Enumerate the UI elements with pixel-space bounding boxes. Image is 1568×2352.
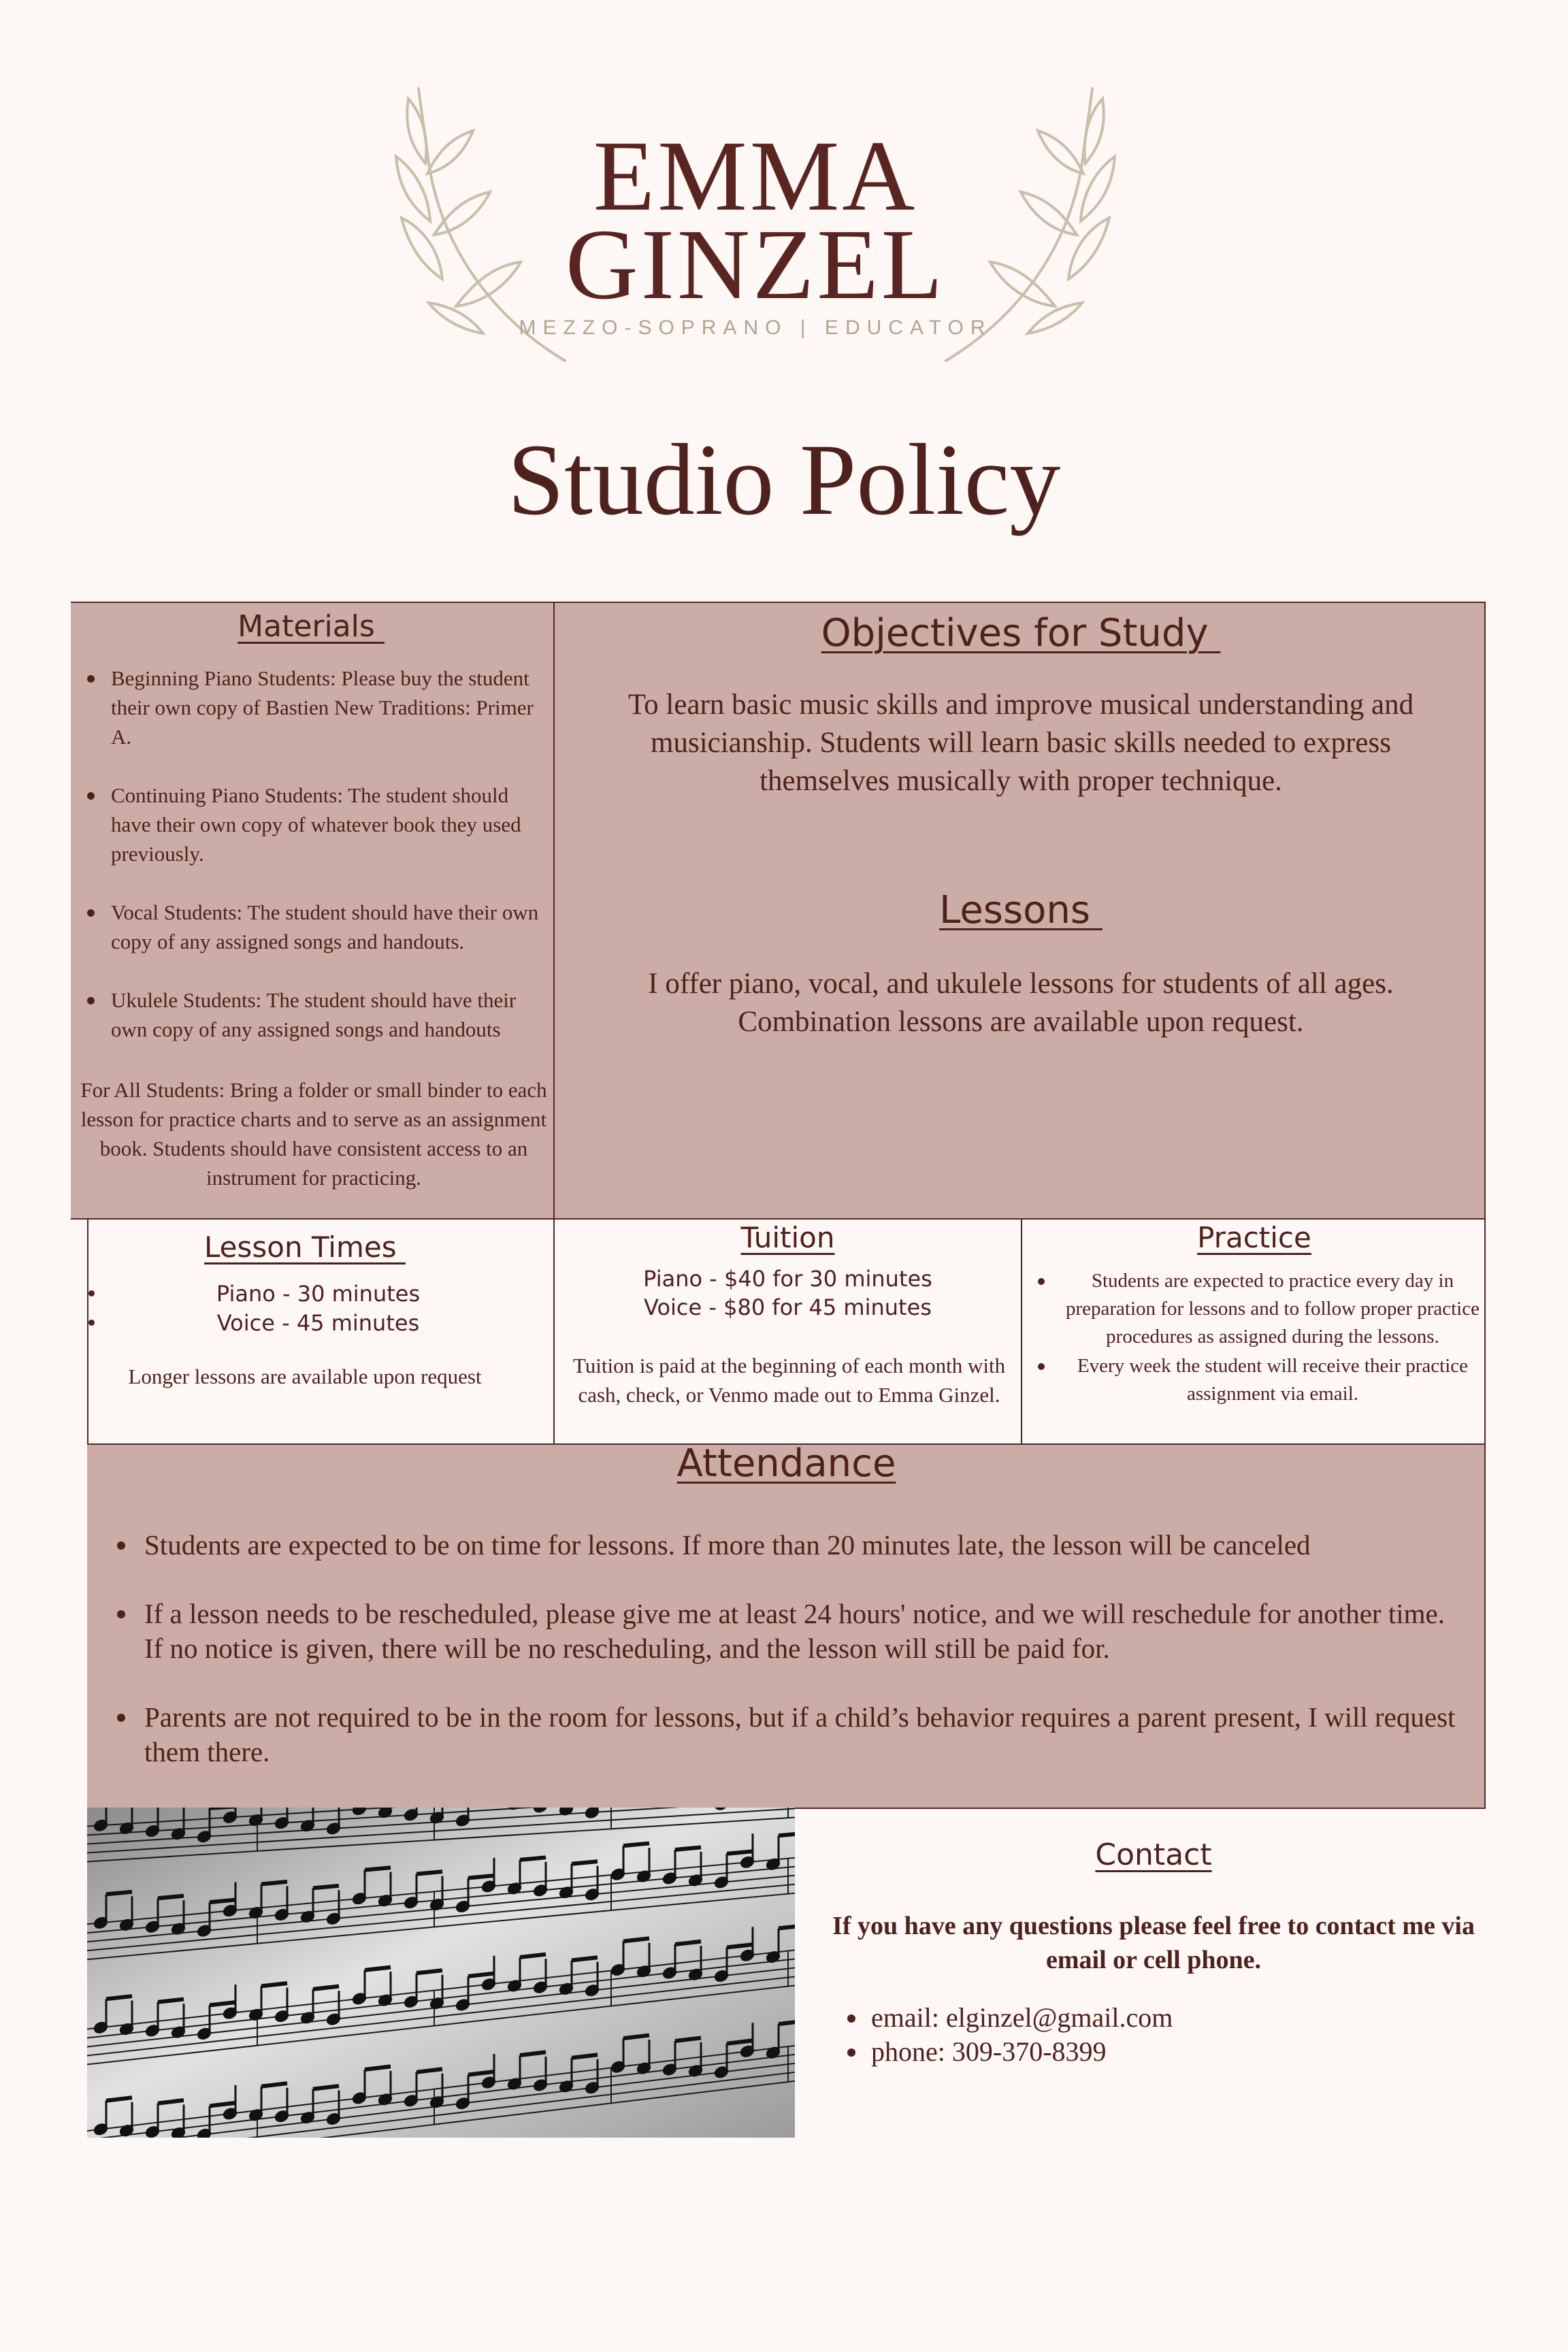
contact-heading: Contact	[1095, 1838, 1212, 1872]
practice-list	[1038, 1267, 1484, 1409]
materials-list	[87, 664, 553, 1073]
list-item: Voice - 45 minutes	[88, 1309, 524, 1338]
contact-list	[847, 2001, 1460, 2069]
list-item: Piano - 30 minutes	[88, 1279, 524, 1309]
materials-note: For All Students: Bring a folder or small binder to each lesson for practice charts and to serve as an assignment book. Students should have consistent access to an instrument for practicing.	[80, 1078, 547, 1190]
logo-first-name: EMMA	[593, 120, 918, 232]
contact-phone[interactable]: phone: 309-370-8399	[847, 2035, 1460, 2069]
tuition-note: Tuition is paid at the beginning of each month with cash, check, or Venmo made out to Emma Ginzel.	[572, 1354, 1006, 1407]
list-item: Continuing Piano Students: The student should have their own copy of whatever book they used previously.	[87, 781, 553, 868]
logo-last-name: GINZEL	[565, 209, 946, 321]
sheet-music-image	[87, 1808, 795, 2138]
lessons-text: I offer piano, vocal, and ukulele lessons for students of all ages. Combination lessons are available upon request.	[648, 968, 1394, 1038]
list-item: Every week the student will receive their practice assignment via email.	[1038, 1352, 1484, 1408]
divider	[1484, 602, 1486, 1809]
divider	[1021, 1218, 1022, 1444]
list-item: Parents are not required to be in the room for lessons, but if a child’s behavior requires a parent present, I will request them there.	[116, 1700, 1470, 1769]
materials-heading: Materials	[238, 609, 385, 644]
tuition-rate: Voice - $80 for 45 minutes	[644, 1294, 932, 1320]
lesson-times-list	[88, 1279, 524, 1338]
list-item: Vocal Students: The student should have their own copy of any assigned songs and handouts.	[87, 898, 553, 956]
list-item: Students are expected to practice every day in preparation for lessons and to follow proper practice procedures as assigned during the lessons.	[1038, 1267, 1484, 1351]
logo	[381, 75, 1130, 374]
list-item: If a lesson needs to be rescheduled, please give me at least 24 hours' notice, and we will reschedule for another time. If no notice is given, there will be no rescheduling, and the lesson will still be paid for.	[116, 1597, 1470, 1666]
tuition-rate: Piano - $40 for 30 minutes	[643, 1266, 932, 1292]
sheet-music-photo	[87, 1808, 795, 2138]
lesson-times-heading: Lesson Times	[204, 1230, 406, 1264]
logo-subtitle: MEZZO-SOPRANO | EDUCATOR	[519, 316, 992, 339]
tuition-rates	[555, 1264, 1021, 1322]
lessons-heading: Lessons	[939, 888, 1102, 932]
divider	[71, 1218, 1485, 1220]
practice-heading: Practice	[1197, 1221, 1311, 1254]
list-item: Ukulele Students: The student should have their own copy of any assigned songs and handouts	[87, 985, 553, 1044]
page-title: Studio Policy	[507, 423, 1061, 536]
divider	[71, 602, 1485, 603]
attendance-heading: Attendance	[676, 1441, 896, 1486]
lesson-times-note: Longer lessons are available upon request	[128, 1365, 482, 1388]
tuition-heading: Tuition	[740, 1221, 835, 1254]
contact-email[interactable]: email: elginzel@gmail.com	[847, 2001, 1460, 2035]
objectives-text: To learn basic music skills and improve musical understanding and musicianship. Students will learn basic skills needed to express themselves musically with proper technique.	[627, 689, 1414, 797]
list-item: Students are expected to be on time for lessons. If more than 20 minutes late, the lesson will be canceled	[116, 1528, 1470, 1563]
attendance-list	[116, 1528, 1470, 1803]
contact-intro: If you have any questions please feel free to contact me via email or cell phone.	[832, 1912, 1475, 1974]
list-item: Beginning Piano Students: Please buy the student their own copy of Bastien New Traditions: Primer A.	[87, 664, 553, 751]
objectives-heading: Objectives for Study	[821, 611, 1221, 655]
